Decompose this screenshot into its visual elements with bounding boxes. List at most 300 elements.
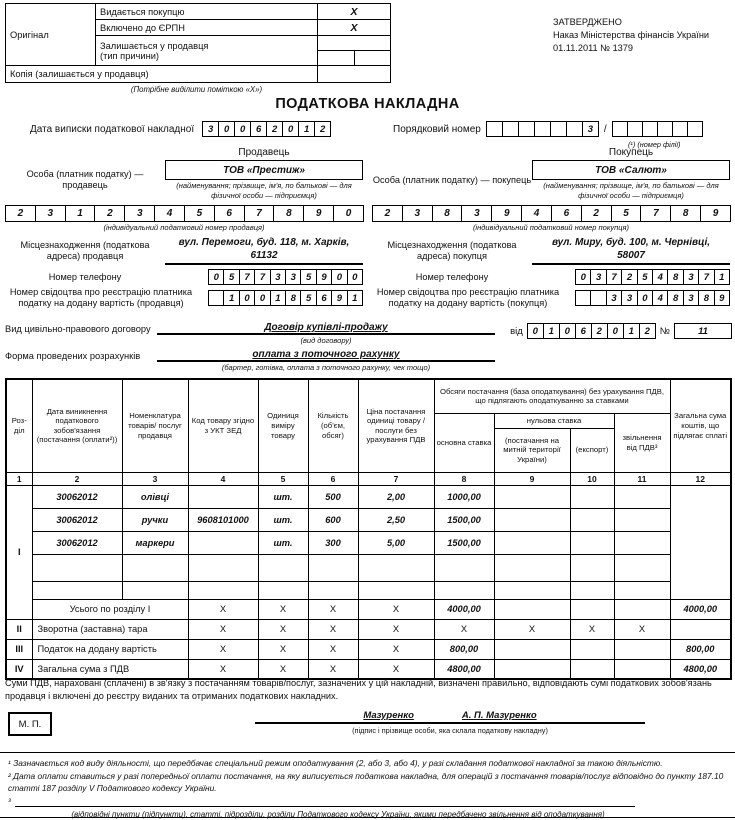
contract-type-caption: (вид договору) [300, 336, 352, 345]
section-3-label: III [6, 639, 32, 659]
signature-caption: (підпис і прізвище особи, яка склала податкову накладну) [352, 726, 548, 735]
digit-cell: 1 [270, 290, 286, 306]
footnote-3-blank-line [15, 795, 635, 807]
digit-cell: 3 [202, 121, 219, 137]
item-price: 5,00 [358, 531, 434, 554]
digit-cell: 4 [652, 269, 668, 285]
empty-cell [358, 554, 434, 581]
col-num: 6 [308, 472, 358, 485]
digit-cell: 3 [606, 290, 622, 306]
seller-title: Продавець [238, 147, 290, 158]
digit-cell: 6 [316, 290, 332, 306]
invoice-date-label: Дата виписки податкової накладної [30, 123, 195, 135]
serial-slash: / [603, 123, 607, 135]
vat-base: 800,00 [434, 639, 494, 659]
digit-cell: 2 [266, 121, 283, 137]
buyer-vat-cert-label: Номер свідоцтва про реєстрацію платника податку на додану вартість (покупця) [376, 287, 560, 309]
col-header-zero-export: (експорт) [570, 428, 614, 472]
mark-note: (Потрібне виділити поміткою «Х») [130, 85, 263, 94]
x-mark: X [258, 619, 308, 639]
col-header-quantity: Кількість (об'єм, обсяг) [308, 379, 358, 472]
grand-base: 4800,00 [434, 659, 494, 679]
original-label: Оригінал [6, 4, 96, 66]
issued-to-buyer-label: Видається покупцю [96, 4, 318, 20]
digit-cell: 3 [124, 205, 155, 222]
item-date: 30062012 [32, 531, 122, 554]
col-header-base-rate: основна ставка [434, 413, 494, 472]
digit-cell: 8 [670, 205, 701, 222]
invoice-date-cells [202, 121, 331, 137]
digit-cell: 0 [333, 205, 364, 222]
seller-address: вул. Перемоги, буд. 118, м. Харків, 61132 [165, 237, 363, 265]
section-2-label: II [6, 619, 32, 639]
remains-seller-mark [318, 36, 391, 51]
empty-cell [570, 531, 614, 554]
empty-cell [188, 554, 258, 581]
x-mark: X [308, 659, 358, 679]
col-num: 4 [188, 472, 258, 485]
x-mark: X [358, 659, 434, 679]
approval-stamp [553, 16, 709, 55]
digit-cell: 2 [372, 205, 403, 222]
section-1-grand-total: 4000,00 [670, 599, 731, 619]
empty-cell [614, 508, 670, 531]
empty-cell [122, 581, 188, 599]
stamp-place-box: М. П. [8, 712, 52, 736]
digit-cell: 3 [461, 205, 492, 222]
digit-cell [208, 290, 224, 306]
x-mark: X [188, 659, 258, 679]
buyer-tax-number-cells [372, 205, 731, 222]
item-code [188, 531, 258, 554]
digit-cell: 8 [273, 205, 304, 222]
x-mark: X [308, 639, 358, 659]
buyer-title: Покупець [608, 147, 654, 158]
digit-cell: 0 [234, 121, 251, 137]
empty-cell [494, 554, 570, 581]
certification-text: Суми ПДВ, нараховані (сплачені) в зв'язку з постачанням товарів/послуг, зазначених у цій накладній, визначені правильно, відповідають сумі податкових зобов'язань продавця і включені до реєстру виданих та отриманих податкових накладних. [5, 678, 712, 702]
buyer-vat-cert-cells [575, 290, 730, 306]
contract-section [5, 322, 732, 373]
digit-cell: 5 [184, 205, 215, 222]
seller-person-label: Особа (платник податку) — продавець [26, 169, 144, 191]
digit-cell [486, 121, 503, 137]
digit-cell: 0 [637, 290, 653, 306]
digit-cell: 2 [5, 205, 36, 222]
digit-cell: 7 [244, 205, 275, 222]
digit-cell: 1 [714, 269, 730, 285]
digit-cell: 2 [581, 205, 612, 222]
x-mark: X [358, 639, 434, 659]
digit-cell: 8 [285, 290, 301, 306]
col-num: 3 [122, 472, 188, 485]
digit-cell: 0 [527, 323, 544, 339]
empty-cell [308, 554, 358, 581]
digit-cell: 9 [491, 205, 522, 222]
empty-cell [358, 581, 434, 599]
serial-number-cells [486, 121, 599, 137]
col-header-zero-rate: нульова ставка [494, 413, 614, 428]
x-mark: X [258, 639, 308, 659]
col-header-total: Загальна сума коштів, що підлягає сплаті [670, 379, 731, 472]
digit-cell: 7 [606, 269, 622, 285]
digit-cell: 3 [683, 290, 699, 306]
section-1-base-total: 4000,00 [434, 599, 494, 619]
seller-name-caption: (найменування; прізвище, ім'я, по батькові — для фізичної особи — підприємця) [176, 181, 352, 200]
section-4-row [6, 659, 731, 679]
empty-cell [434, 581, 494, 599]
digit-cell: 6 [575, 323, 592, 339]
digit-cell: 3 [582, 121, 599, 137]
empty-cell [494, 581, 570, 599]
empty-row [6, 581, 731, 599]
seller-tax-number-cells [5, 205, 364, 222]
item-base: 1000,00 [434, 485, 494, 508]
item-base: 1500,00 [434, 531, 494, 554]
digit-cell: 6 [250, 121, 267, 137]
seller-vat-cert-cells [208, 290, 363, 306]
issued-to-buyer-mark: X [318, 4, 391, 20]
digit-cell [550, 121, 567, 137]
digit-cell: 0 [254, 290, 270, 306]
empty-cell [570, 639, 614, 659]
item-unit: шт. [258, 508, 308, 531]
digit-cell: 4 [652, 290, 668, 306]
section-1-total-label: Усього по розділу І [32, 599, 188, 619]
contract-type-value: Договір купівлі-продажу [157, 322, 495, 335]
digit-cell: 0 [575, 269, 591, 285]
buyer-name-caption: (найменування; прізвище, ім'я, по батькові — для фізичної особи — підприємця) [543, 181, 719, 200]
contract-from-label: від [510, 325, 523, 337]
x-mark: X [188, 619, 258, 639]
empty-cell [494, 531, 570, 554]
empty-cell [32, 554, 122, 581]
digit-cell: 8 [432, 205, 463, 222]
col-header-nomenclature: Номенклатура товарів/ послуг продавця [122, 379, 188, 472]
digit-cell: 1 [347, 290, 363, 306]
item-code [188, 485, 258, 508]
goods-table [5, 378, 732, 680]
seller-phone-cells [208, 269, 363, 285]
remains-seller-text: Залишається у продавця [100, 40, 209, 51]
digit-cell [642, 121, 658, 137]
digit-cell: 5 [300, 269, 316, 285]
branch-number-cells [612, 121, 703, 137]
buyer-tax-caption: (індивідуальний податковий номер покупця) [472, 222, 630, 232]
buyer-address-label: Місцезнаходження (податкова адреса) покупця [387, 240, 517, 262]
digit-cell: 0 [559, 323, 576, 339]
footnotes [8, 757, 728, 820]
empty-cell [494, 508, 570, 531]
col-header-date: Дата виникнення податкового зобов'язання (постачання (оплати²)) [32, 379, 122, 472]
empty-cell [570, 659, 614, 679]
x-mark: X [258, 599, 308, 619]
digit-cell: 9 [303, 205, 334, 222]
item-date: 30062012 [32, 485, 122, 508]
copy-mark [318, 66, 391, 83]
digit-cell: 5 [223, 269, 239, 285]
reason-type-text: (тип причини) [100, 50, 160, 61]
empty-cell [570, 581, 614, 599]
seller-name: ТОВ «Престиж» [165, 160, 363, 180]
item-row-3 [6, 531, 731, 554]
reason-code-cell-2 [355, 51, 391, 66]
payment-form-value: оплата з поточного рахунку [157, 349, 495, 362]
x-mark: X [308, 619, 358, 639]
col-num: 1 [6, 472, 32, 485]
section-2-title: Зворотна (заставна) тара [32, 619, 188, 639]
x-mark: X [358, 599, 434, 619]
digit-cell: 0 [218, 121, 235, 137]
empty-cell [32, 581, 122, 599]
digit-cell: 5 [300, 290, 316, 306]
footnote-1: ¹ Зазначається код виду діяльності, що передбачає спеціальний режим оподаткування (2, або 3, або 4), у разі складання податкової накладної за такою діяльністю. [8, 758, 663, 768]
item-price: 2,00 [358, 485, 434, 508]
serial-number-row [393, 121, 703, 137]
digit-cell: 2 [94, 205, 125, 222]
item-name: маркери [122, 531, 188, 554]
digit-cell [590, 290, 606, 306]
empty-cell [308, 581, 358, 599]
digit-cell [534, 121, 551, 137]
empty-cell [494, 599, 570, 619]
digit-cell: 1 [298, 121, 315, 137]
section-4-title: Загальна сума з ПДВ [32, 659, 188, 679]
item-unit: шт. [258, 485, 308, 508]
empty-cell [670, 619, 731, 639]
digit-cell [612, 121, 628, 137]
digit-cell: 6 [214, 205, 245, 222]
item-row-1 [6, 485, 731, 508]
digit-cell: 9 [331, 290, 347, 306]
digit-cell [672, 121, 688, 137]
vat-total: 800,00 [670, 639, 731, 659]
col-header-volumes-group: Обсяги постачання (база оподаткування) без урахування ПДВ, що підлягають оподаткуванню за ставками [434, 379, 670, 413]
empty-row [6, 554, 731, 581]
empty-cell [434, 554, 494, 581]
digit-cell: 7 [640, 205, 671, 222]
item-qty: 300 [308, 531, 358, 554]
item-qty: 500 [308, 485, 358, 508]
section-2-row [6, 619, 731, 639]
digit-cell: 3 [35, 205, 66, 222]
digit-cell: 7 [698, 269, 714, 285]
digit-cell: 6 [551, 205, 582, 222]
buyer-person-label: Особа (платник податку) — покупець [372, 174, 532, 185]
digit-cell: 9 [700, 205, 731, 222]
section-3-title: Податок на додану вартість [32, 639, 188, 659]
empty-cell [570, 599, 614, 619]
section-1-total-merged [670, 485, 731, 599]
empty-cell [494, 485, 570, 508]
col-header-zero-customs: (постачання на митній території України) [494, 428, 570, 472]
branch-note: (¹) (номер філії) [628, 140, 681, 149]
digit-cell: 7 [239, 269, 255, 285]
digit-cell: 3 [270, 269, 286, 285]
empty-cell [614, 531, 670, 554]
contract-number: 11 [674, 323, 732, 339]
digit-cell: 3 [621, 290, 637, 306]
digit-cell: 0 [282, 121, 299, 137]
section-3-row [6, 639, 731, 659]
seller-vat-cert-label: Номер свідоцтва про реєстрацію платника податку на додану вартість (продавця) [9, 287, 193, 309]
section-4-label: IV [6, 659, 32, 679]
digit-cell: 5 [637, 269, 653, 285]
buyer-phone-label: Номер телефону [415, 271, 489, 282]
digit-cell: 3 [683, 269, 699, 285]
x-mark: X [570, 619, 614, 639]
x-mark: X [434, 619, 494, 639]
digit-cell: 7 [254, 269, 270, 285]
digit-cell: 0 [331, 269, 347, 285]
digit-cell: 2 [591, 323, 608, 339]
digit-cell [627, 121, 643, 137]
empty-cell [614, 659, 670, 679]
payment-form-label: Форма проведених розрахунків [5, 350, 141, 361]
copy-type-table [5, 3, 391, 83]
x-mark: X [258, 659, 308, 679]
x-mark: X [188, 639, 258, 659]
payment-form-caption: (бартер, готівка, оплата з поточного рахунку, чек тощо) [221, 362, 431, 372]
approved-line-1: ЗАТВЕРДЖЕНО [553, 17, 622, 27]
contract-number-label: № [659, 325, 670, 337]
seller-address-label: Місцезнаходження (податкова адреса) продавця [20, 240, 150, 262]
digit-cell: 9 [316, 269, 332, 285]
invoice-date-row [30, 121, 331, 137]
digit-cell: 3 [402, 205, 433, 222]
digit-cell: 4 [521, 205, 552, 222]
digit-cell [657, 121, 673, 137]
x-mark: X [358, 619, 434, 639]
empty-cell [122, 554, 188, 581]
col-header-exempt: звільнення від ПДВ³ [614, 413, 670, 472]
digit-cell: 1 [623, 323, 640, 339]
digit-cell [575, 290, 591, 306]
item-code: 9608101000 [188, 508, 258, 531]
seller-phone-label: Номер телефону [48, 271, 122, 282]
footnote-2: ² Дата оплати ставиться у разі попередньої оплати постачання, на яку виписується податкова накладна, для операцій з постачання товарів/послуг відповідно до пункту 187.10 статті 187 розділу V Податкового кодексу України. [8, 770, 724, 794]
col-num: 12 [670, 472, 731, 485]
seller-block [5, 147, 363, 309]
reason-code-cell-1 [318, 51, 355, 66]
digit-cell: 0 [607, 323, 624, 339]
col-num: 9 [494, 472, 570, 485]
x-mark: X [614, 619, 670, 639]
digit-cell: 5 [611, 205, 642, 222]
contract-date-cells [527, 323, 656, 339]
digit-cell [566, 121, 583, 137]
digit-cell [687, 121, 703, 137]
empty-cell [494, 659, 570, 679]
signature-fullname: А. П. Мазуренко [461, 710, 537, 721]
buyer-block [372, 147, 730, 309]
page-title: ПОДАТКОВА НАКЛАДНА [275, 96, 460, 112]
digit-cell: 2 [314, 121, 331, 137]
digit-cell: 0 [208, 269, 224, 285]
empty-cell [258, 581, 308, 599]
empty-cell [570, 485, 614, 508]
empty-cell [614, 554, 670, 581]
digit-cell: 1 [543, 323, 560, 339]
buyer-name: ТОВ «Салют» [532, 160, 730, 180]
footnote-3-marker: ³ [8, 795, 11, 806]
digit-cell: 8 [667, 269, 683, 285]
col-num: 10 [570, 472, 614, 485]
digit-cell: 3 [285, 269, 301, 285]
digit-cell: 0 [347, 269, 363, 285]
included-erpn-mark: X [318, 20, 391, 36]
section-1-label: I [6, 485, 32, 619]
section-1-total-row [6, 599, 731, 619]
col-header-price: Ціна постачання одиниці товару / послуги без урахування ПДВ [358, 379, 434, 472]
empty-cell [188, 581, 258, 599]
empty-cell [614, 581, 670, 599]
item-unit: шт. [258, 531, 308, 554]
col-header-code: Код товару згідно з УКТ ЗЕД [188, 379, 258, 472]
digit-cell: 2 [639, 323, 656, 339]
col-num: 7 [358, 472, 434, 485]
contract-type-label: Вид цивільно-правового договору [5, 324, 151, 334]
col-num: 2 [32, 472, 122, 485]
footnotes-divider [0, 752, 735, 753]
col-header-unit: Одиниця виміру товару [258, 379, 308, 472]
empty-cell [614, 599, 670, 619]
signature-value: Мазуренко [363, 710, 414, 721]
seller-tax-caption: (індивідуальний податковий номер продавця) [103, 222, 265, 232]
item-base: 1500,00 [434, 508, 494, 531]
buyer-phone-cells [575, 269, 730, 285]
digit-cell: 1 [223, 290, 239, 306]
page-bottom-rule [0, 817, 735, 818]
grand-total: 4800,00 [670, 659, 731, 679]
buyer-address: вул. Миру, буд. 100, м. Чернівці, 58007 [532, 237, 730, 265]
empty-cell [614, 639, 670, 659]
signature-block [255, 710, 645, 735]
item-date: 30062012 [32, 508, 122, 531]
item-qty: 600 [308, 508, 358, 531]
approved-line-2: Наказ Міністерства фінансів України [553, 29, 710, 40]
empty-cell [570, 508, 614, 531]
included-erpn-label: Включено до ЄРПН [96, 20, 318, 36]
x-mark: X [494, 619, 570, 639]
digit-cell: 1 [65, 205, 96, 222]
digit-cell: 2 [621, 269, 637, 285]
col-num: 8 [434, 472, 494, 485]
empty-cell [258, 554, 308, 581]
digit-cell [518, 121, 535, 137]
col-num: 5 [258, 472, 308, 485]
digit-cell: 8 [698, 290, 714, 306]
digit-cell: 3 [590, 269, 606, 285]
copy-label: Копія (залишається у продавця) [6, 66, 318, 83]
remains-seller-label [96, 36, 318, 66]
digit-cell: 9 [714, 290, 730, 306]
item-name: ручки [122, 508, 188, 531]
digit-cell: 0 [239, 290, 255, 306]
footnote-3-caption: (відповідні пункти (підпункти), статті, підрозділи, розділи Податкового кодексу України, якими передбачено звільнення від оподаткування) [71, 810, 605, 820]
col-num: 11 [614, 472, 670, 485]
item-name: олівці [122, 485, 188, 508]
empty-cell [494, 639, 570, 659]
digit-cell: 8 [667, 290, 683, 306]
empty-cell [570, 554, 614, 581]
x-mark: X [308, 599, 358, 619]
serial-number-label: Порядковий номер [393, 123, 481, 135]
col-header-section: Роз-діл [6, 379, 32, 472]
item-row-2 [6, 508, 731, 531]
x-mark: X [188, 599, 258, 619]
digit-cell: 4 [154, 205, 185, 222]
